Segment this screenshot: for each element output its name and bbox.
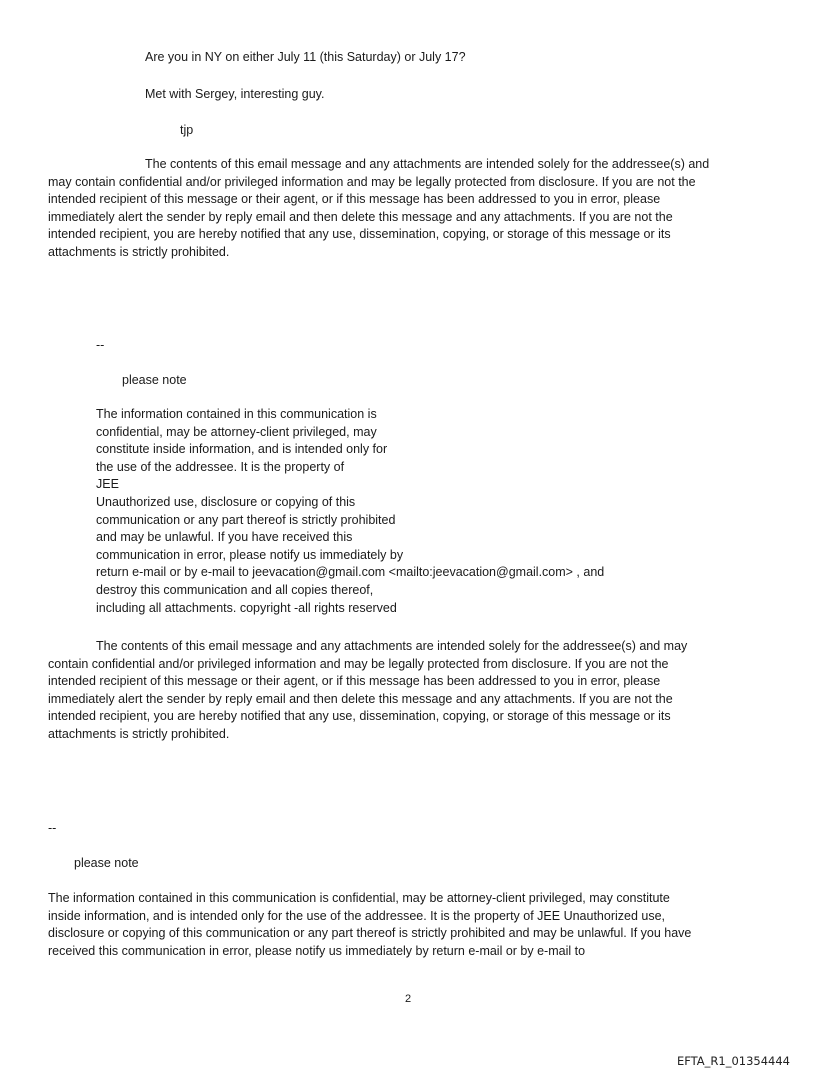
disclaimer-2-line: intended recipient of this message or their agent, or if this message has been addressed to you in error, please xyxy=(48,674,661,689)
disclaimer-2 xyxy=(48,638,687,744)
quoted-notice-line: communication or any part thereof is strictly prohibited xyxy=(96,512,396,527)
separator-1: -- xyxy=(96,338,105,352)
bottom-notice-line: inside information, and is intended only for the use of the addressee. It is the property of JEE Unauthorized use, xyxy=(48,908,666,923)
quoted-notice xyxy=(96,406,604,617)
quoted-notice-line: constitute inside information, and is intended only for xyxy=(96,442,388,457)
disclaimer-2-line: contain confidential and/or privileged information and may be legally protected from disclosure. If you are not the xyxy=(48,656,669,671)
quoted-notice-line: confidential, may be attorney-client privileged, may xyxy=(96,424,377,439)
email-signature: tjp xyxy=(180,123,194,137)
page-number: 2 xyxy=(404,993,412,1005)
please-note-label-1: please note xyxy=(122,373,187,387)
quoted-notice-line: and may be unlawful. If you have received this xyxy=(96,530,353,545)
quoted-notice-line: including all attachments. copyright -all rights reserved xyxy=(96,600,397,615)
email-line-1: Are you in NY on either July 11 (this Saturday) or July 17? xyxy=(145,50,466,64)
quoted-notice-line: communication in error, please notify us immediately by xyxy=(96,547,404,562)
disclaimer-2-line: intended recipient, you are hereby notified that any use, dissemination, copying, or storage of this message or its xyxy=(48,709,671,724)
quoted-notice-line: return e-mail or by e-mail to jeevacation@gmail.com <mailto:jeevacation@gmail.com> , and xyxy=(96,565,605,580)
please-note-label-2: please note xyxy=(74,856,139,870)
bottom-notice xyxy=(48,890,691,960)
quoted-notice-line: The information contained in this communication is xyxy=(96,407,377,421)
disclaimer-2-line: attachments is strictly prohibited. xyxy=(48,726,230,741)
disclaimer-1-line: may contain confidential and/or privileged information and may be legally protected from disclosure. If you are not the xyxy=(48,174,696,189)
bottom-notice-line: The information contained in this communication is confidential, may be attorney-client privileged, may constitute xyxy=(48,891,670,905)
disclaimer-2-first-line: The contents of this email message and any attachments are intended solely for the addressee(s) and may xyxy=(96,639,688,653)
quoted-notice-line: Unauthorized use, disclosure or copying of this xyxy=(96,494,356,509)
bottom-notice-line: disclosure or copying of this communication or any part thereof is strictly prohibited and may be unlawful. If you have xyxy=(48,926,692,941)
document-id: EFTA_R1_01354444 xyxy=(676,1054,790,1068)
disclaimer-2-line: immediately alert the sender by reply email and then delete this message and any attachments. If you are not the xyxy=(48,691,673,706)
disclaimer-1-line: attachments is strictly prohibited. xyxy=(48,244,230,259)
quoted-notice-line: the use of the addressee. It is the property of xyxy=(96,459,345,474)
quoted-notice-line: destroy this communication and all copies thereof, xyxy=(96,582,374,597)
disclaimer-1 xyxy=(48,156,709,262)
disclaimer-1-line: intended recipient of this message or their agent, or if this message has been addressed to you in error, please xyxy=(48,192,661,207)
disclaimer-1-line: immediately alert the sender by reply email and then delete this message and any attachments. If you are not the xyxy=(48,209,673,224)
disclaimer-1-line: intended recipient, you are hereby notified that any use, dissemination, copying, or storage of this message or its xyxy=(48,227,671,242)
email-line-2: Met with Sergey, interesting guy. xyxy=(145,87,325,101)
disclaimer-1-first-line: The contents of this email message and any attachments are intended solely for the addressee(s) and xyxy=(145,157,710,171)
separator-2: -- xyxy=(48,821,57,835)
bottom-notice-line: received this communication in error, please notify us immediately by return e-mail or by e-mail to xyxy=(48,943,586,958)
quoted-notice-line: JEE xyxy=(96,477,119,492)
